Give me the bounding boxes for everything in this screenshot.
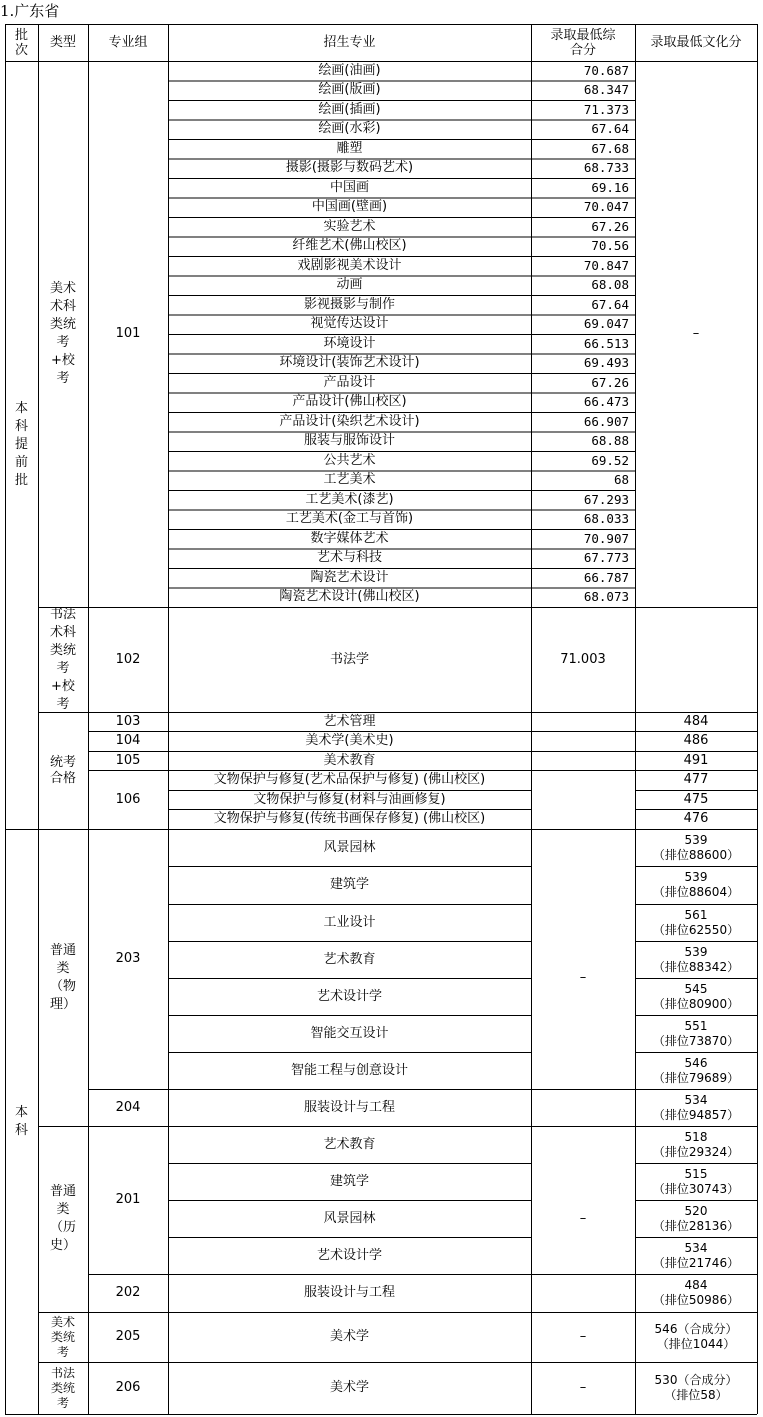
major-name: 绘画(水彩) [318, 121, 381, 137]
min-comprehensive-score: 68.033 [583, 511, 629, 527]
min-culture-score: 515 （排位30743） [652, 1166, 740, 1196]
min-culture-score: 551 （排位73870） [652, 1018, 740, 1048]
major-name: 环境设计 [323, 335, 376, 351]
major-name: 环境设计(装饰艺术设计) [279, 355, 420, 371]
min-culture-score: 545 （排位80900） [652, 981, 740, 1011]
min-comprehensive-empty: – [579, 1211, 587, 1226]
min-comprehensive-score: 69.047 [583, 316, 629, 332]
major-name: 艺术设计学 [316, 988, 382, 1004]
min-comprehensive-score: 70.687 [583, 62, 629, 78]
batch-early: 本 科 提 前 批 [14, 401, 28, 488]
min-comprehensive-score: 70.56 [591, 238, 629, 254]
major-name: 公共艺术 [323, 452, 376, 468]
major-name: 工业设计 [323, 914, 376, 930]
major-name: 纤维艺术(佛山校区) [292, 238, 407, 254]
min-culture-score: 539 （排位88604） [652, 870, 740, 899]
group-code: 106 [115, 791, 141, 807]
min-comprehensive-empty: – [579, 969, 587, 985]
type-art-exam: 美术 术科 类统 考 +校 考 [49, 281, 76, 386]
min-culture-score: 539 （排位88600） [652, 832, 740, 862]
group-code: 204 [115, 1099, 141, 1115]
min-culture-score: 484 （排位50986） [652, 1278, 740, 1307]
type-art-unified: 美术 类统 考 [50, 1314, 75, 1359]
major-name: 中国画 [329, 179, 369, 195]
major-name: 实验艺术 [323, 218, 376, 234]
min-comprehensive-score: 67.68 [591, 140, 629, 156]
min-comprehensive-score: 70.047 [583, 199, 629, 215]
page-title: 1.广东省 [0, 2, 60, 20]
min-culture-score: 530（合成分） （排位58） [654, 1373, 738, 1402]
min-culture-score: 484 [683, 713, 709, 729]
min-comprehensive-score: 70.847 [583, 257, 629, 273]
min-culture-score: 546 （排位79689） [652, 1055, 740, 1085]
group-code: 105 [115, 752, 141, 768]
major-name: 建筑学 [329, 877, 369, 892]
major-name: 美术学(美术史) [305, 733, 394, 748]
major-name: 影视摄影与制作 [303, 296, 395, 312]
min-comprehensive-score: 67.773 [583, 550, 629, 566]
header-batch: 批 次 [14, 27, 28, 58]
min-culture-score: 520 （排位28136） [652, 1203, 740, 1233]
major-name: 陶瓷艺术设计(佛山校区) [279, 589, 420, 605]
batch-regular: 本 科 [14, 1104, 28, 1138]
min-culture-score: 486 [683, 733, 709, 748]
group-code: 206 [115, 1380, 141, 1395]
min-culture-score: 476 [683, 811, 709, 826]
type-history: 普通 类 （历 史） [49, 1184, 76, 1253]
major-name: 绘画(版画) [318, 82, 381, 98]
min-comprehensive-score: 71.003 [560, 651, 606, 667]
major-name: 服装设计与工程 [303, 1285, 395, 1300]
min-comprehensive-score: 70.907 [583, 530, 629, 546]
min-culture-score: 475 [683, 791, 709, 807]
min-comprehensive-score: 68.88 [591, 433, 629, 449]
min-comprehensive-score: 68.08 [591, 277, 629, 293]
major-name: 风景园林 [323, 839, 376, 855]
min-culture-score: 534 （排位94857） [652, 1092, 740, 1122]
major-name: 艺术教育 [323, 951, 376, 967]
min-comprehensive-empty: – [579, 1380, 587, 1395]
major-name: 智能工程与创意设计 [290, 1062, 408, 1078]
major-name: 中国画(壁画) [311, 199, 388, 215]
min-culture-score: 477 [683, 772, 709, 787]
min-comprehensive-empty: – [579, 762, 587, 778]
header-major: 招生专业 [323, 35, 376, 50]
header-min-comprehensive: 录取最低综 合分 [550, 27, 616, 58]
min-culture-score: 561 （排位62550） [652, 907, 740, 937]
major-name: 书法学 [329, 651, 369, 667]
major-name: 工艺美术(金工与首饰) [285, 511, 414, 527]
major-name: 视觉传达设计 [310, 316, 389, 332]
major-name: 美术教育 [323, 752, 376, 768]
group-code: 101 [115, 326, 141, 341]
major-name: 产品设计(佛山校区) [292, 394, 407, 410]
min-comprehensive-score: 66.787 [583, 569, 629, 585]
major-name: 产品设计 [323, 374, 376, 390]
min-culture-score: 546（合成分） （排位1044） [654, 1322, 738, 1351]
major-name: 摄影(摄影与数码艺术) [285, 160, 414, 176]
min-comprehensive-score: 67.293 [583, 491, 629, 507]
major-name: 文物保护与修复(艺术品保护与修复) (佛山校区) [213, 772, 486, 787]
major-name: 工艺美术(漆艺) [305, 491, 394, 507]
min-comprehensive-score: 66.473 [583, 394, 629, 410]
major-name: 美术学 [329, 1329, 369, 1344]
major-name: 产品设计(染织艺术设计) [279, 413, 420, 429]
min-comprehensive-score: 68.347 [583, 82, 629, 98]
type-calligraphy-unified: 书法 类统 考 [50, 1365, 75, 1410]
min-comprehensive-score: 67.26 [591, 218, 629, 234]
type-pass: 统考 合格 [49, 754, 76, 786]
group-code: 203 [115, 951, 141, 966]
type-physics: 普通 类 （物 理） [49, 942, 76, 1012]
major-name: 工艺美术 [323, 472, 376, 488]
min-culture-score: 491 [683, 752, 709, 768]
min-comprehensive-score: 71.373 [583, 101, 629, 117]
group-code: 205 [115, 1329, 141, 1344]
group-code: 202 [115, 1285, 141, 1300]
major-name: 文物保护与修复(材料与油画修复) [253, 791, 446, 807]
major-name: 建筑学 [329, 1173, 369, 1189]
header-type: 类型 [49, 35, 76, 50]
major-name: 动画 [336, 277, 363, 293]
min-culture-score: 518 （排位29324） [652, 1129, 740, 1159]
major-name: 陶瓷艺术设计 [310, 569, 389, 585]
major-name: 文物保护与修复(传统书画保存修复) (佛山校区) [213, 811, 486, 826]
group-code: 201 [115, 1192, 141, 1207]
min-comprehensive-score: 68 [613, 472, 629, 488]
major-name: 艺术管理 [323, 713, 376, 729]
major-name: 艺术与科技 [316, 550, 382, 566]
group-code: 104 [115, 733, 141, 748]
major-name: 服装设计与工程 [303, 1099, 395, 1115]
header-min-culture: 录取最低文化分 [650, 35, 742, 50]
min-culture-score: 534 （排位21746） [652, 1240, 740, 1270]
min-comprehensive-score: 67.64 [591, 296, 629, 312]
min-culture-empty: – [692, 326, 700, 341]
min-comprehensive-empty: – [579, 1329, 587, 1344]
min-comprehensive-score: 68.733 [583, 160, 629, 176]
group-code: 102 [115, 651, 141, 667]
min-comprehensive-score: 66.907 [583, 413, 629, 429]
major-name: 戏剧影视美术设计 [297, 257, 402, 273]
major-name: 艺术设计学 [316, 1247, 382, 1263]
major-name: 雕塑 [336, 140, 363, 156]
min-comprehensive-score: 67.26 [591, 374, 629, 390]
major-name: 美术学 [329, 1380, 369, 1395]
min-culture-score: 539 （排位88342） [652, 944, 740, 974]
type-calligraphy-exam: 书法 术科 类统 考 +校 考 [49, 607, 76, 712]
min-comprehensive-score: 69.493 [583, 355, 629, 371]
major-name: 绘画(插画) [318, 101, 381, 117]
min-comprehensive-score: 68.073 [583, 589, 629, 605]
major-name: 数字媒体艺术 [310, 530, 389, 546]
group-code: 103 [115, 713, 141, 729]
header-group: 专业组 [108, 35, 148, 50]
major-name: 服装与服饰设计 [303, 433, 395, 449]
min-comprehensive-score: 69.16 [591, 179, 629, 195]
major-name: 艺术教育 [323, 1136, 376, 1152]
min-comprehensive-score: 66.513 [583, 335, 629, 351]
major-name: 绘画(油画) [318, 62, 381, 78]
min-comprehensive-score: 67.64 [591, 121, 629, 137]
major-name: 智能交互设计 [310, 1025, 389, 1041]
major-name: 风景园林 [323, 1210, 376, 1226]
min-comprehensive-score: 69.52 [591, 452, 629, 468]
